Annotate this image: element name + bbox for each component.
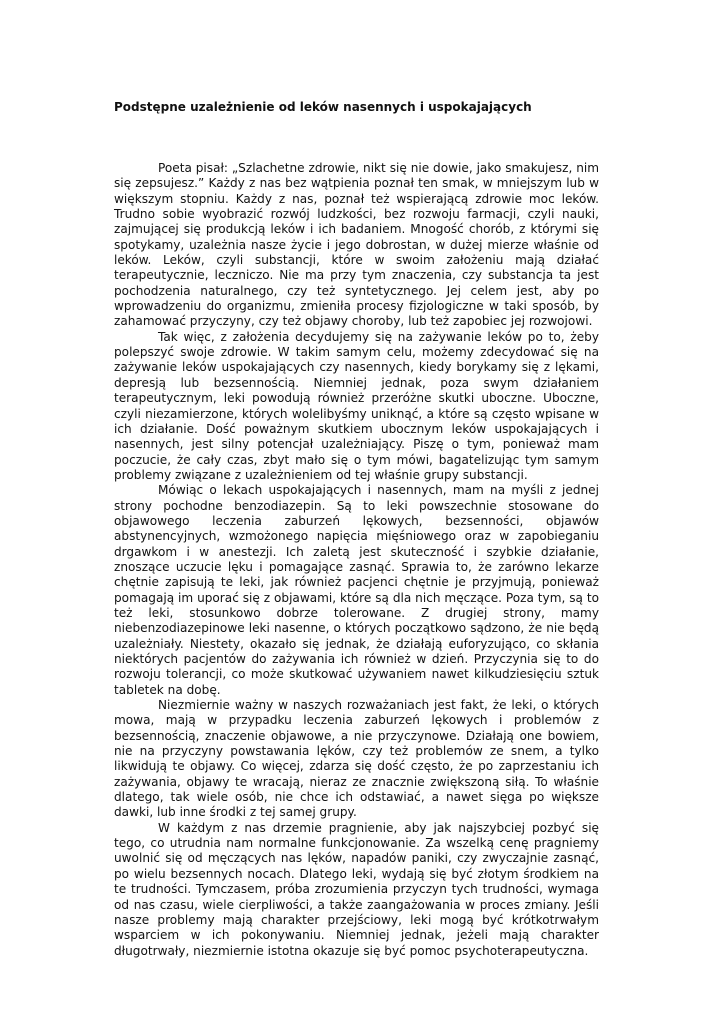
paragraph: Niezmiernie ważny w naszych rozważaniach jest fakt, że leki, o których mowa, mają w przypadku leczenia zaburzeń lękowych i problemów z bezsennością, znaczenie objawowe, a nie przyczynowe. Działają one bowiem, nie na przyczyny powstawania lęków, czy też problemów ze snem, a tylko likwidują te objawy. Co więcej, zdarza się dość często, że po zaprzestaniu ich zażywania, objawy te wracają, nieraz ze znacznie zwiększoną siłą. To właśnie dlatego, tak wiele osób, nie chce ich odstawiać, a nawet sięga po większe dawki, lub inne środki z tej samej grupy. <box>114 698 599 820</box>
paragraph: Tak więc, z założenia decydujemy się na zażywanie leków po to, żeby polepszyć swoje zdrowie. W takim samym celu, możemy zdecydować się na zażywanie leków uspokajających czy nasennych, kiedy borykamy się z lękami, depresją lub bezsennością. Niemniej jednak, poza swym działaniem terapeutycznym, leki powodują również przeróżne skutki uboczne. Uboczne, czyli niezamierzone, których wolelibyśmy uniknąć, a które są często wpisane w ich działanie. Dość poważnym skutkiem ubocznym leków uspokajających i nasennych, jest silny potencjał uzależniający. Piszę o tym, ponieważ mam poczucie, że cały czas, zbyt mało się o tym mówi, bagatelizując tym samym problemy związane z uzależnieniem od tej właśnie grupy substancji. <box>114 329 599 482</box>
paragraph: Mówiąc o lekach uspokajających i nasennych, mam na myśli z jednej strony pochodne benzodiazepin. Są to leki powszechnie stosowane do objawowego leczenia zaburzeń lękowych, bezsenności, objawów abstynencyjnych, wzmożonego napięcia mięśniowego oraz w zapobieganiu drgawkom i w anestezji. Ich zaletą jest skuteczność i szybkie działanie, znoszące uczucie lęku i pomagające zasnąć. Sprawia to, że zarówno lekarze chętnie zapisują te leki, jak również pacjenci chętnie je przyjmują, ponieważ pomagają im uporać się z objawami, które są dla nich męczące. Poza tym, są to też leki, stosunkowo dobrze tolerowane. Z drugiej strony, mamy niebenzodiazepinowe leki nasenne, o których początkowo sądzono, że nie będą uzależniały. Niestety, okazało się jednak, że działają euforyzująco, co skłania niektórych pacjentów do zażywania ich również w dzień. Przyczynia się to do rozwoju tolerancji, co może skutkować używaniem nawet kilkudziesięciu sztuk tabletek na dobę. <box>114 483 599 697</box>
document-body <box>114 161 599 959</box>
document-title: Podstępne uzależnienie od leków nasennych i uspokajających <box>114 100 532 114</box>
paragraph: W każdym z nas drzemie pragnienie, aby jak najszybciej pozbyć się tego, co utrudnia nam normalne funkcjonowanie. Za wszelką cenę pragniemy uwolnić się od męczących nas lęków, napadów paniki, czy zwyczajnie zasnąć, po wielu bezsennych nocach. Dlatego leki, wydają się być złotym środkiem na te trudności. Tymczasem, próba zrozumienia przyczyn tych trudności, wymaga od nas czasu, wiele cierpliwości, a także zaangażowania w proces zmiany. Jeśli nasze problemy mają charakter przejściowy, leki mogą być krótkotrwałym wsparciem w ich pokonywaniu. Niemniej jednak, jeżeli mają charakter długotrwały, niezmiernie istotna okazuje się być pomoc psychoterapeutyczna. <box>114 820 599 958</box>
paragraph: Poeta pisał: „Szlachetne zdrowie, nikt się nie dowie, jako smakujesz, nim się zepsujesz.” Każdy z nas bez wątpienia poznał ten smak, w mniejszym lub w większym stopniu. Każdy z nas, poznał też wspierającą zdrowie moc leków. Trudno sobie wyobrazić rozwój ludzkości, bez rozwoju farmacji, czyli nauki, zajmującej się produkcją leków i ich badaniem. Mnogość chorób, z którymi się spotykamy, uzależnia nasze życie i jego dobrostan, w dużej mierze właśnie od leków. Leków, czyli substancji, które w swoim założeniu mają działać terapeutycznie, leczniczo. Nie ma przy tym znaczenia, czy substancja ta jest pochodzenia naturalnego, czy też syntetycznego. Jej celem jest, aby po wprowadzeniu do organizmu, zmieniła procesy fizjologiczne w taki sposób, by zahamować przyczyny, czy też objawy choroby, lub też zapobiec jej rozwojowi. <box>114 161 599 329</box>
